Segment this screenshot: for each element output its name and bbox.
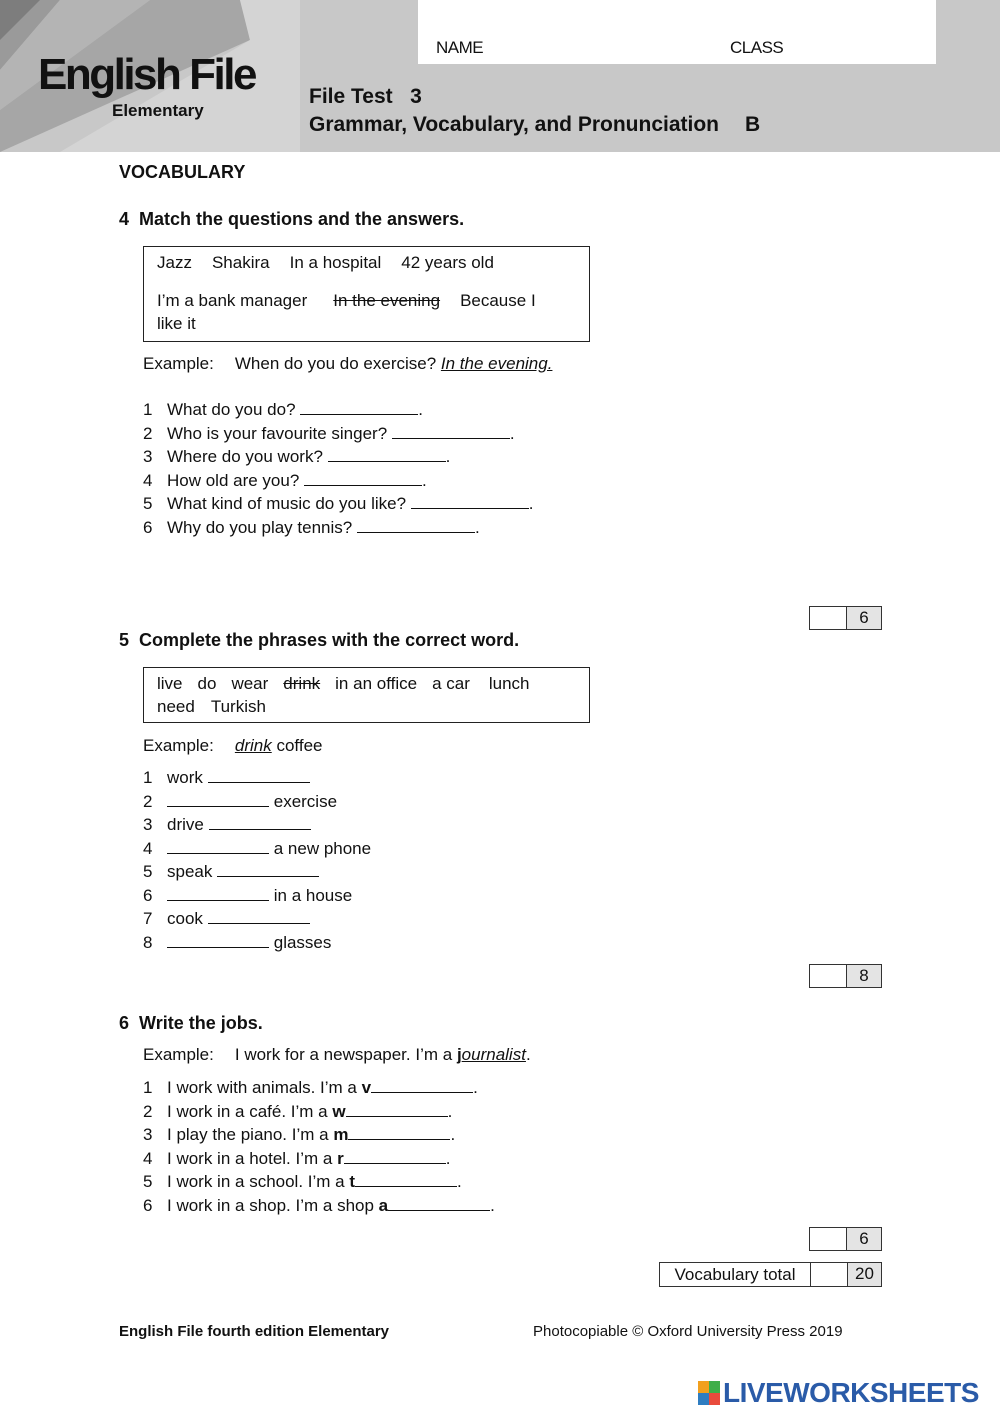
ex5-phrase-item: [143, 884, 371, 908]
ex5-box-word: do: [197, 674, 217, 693]
ex4-question-text: Who is your favourite singer?: [167, 423, 388, 443]
ex5-box-word: in an office: [335, 674, 418, 693]
ex4-example-question: When do you do exercise?: [234, 354, 437, 373]
ex4-question-text: Where do you work?: [167, 447, 323, 466]
ex4-question-list: [143, 398, 534, 539]
class-label: CLASS: [730, 38, 784, 57]
answer-blank[interactable]: [217, 861, 319, 877]
ex4-instruction: Match the questions and the answers.: [139, 209, 465, 229]
ex5-phrase-item: [143, 931, 371, 955]
answer-blank[interactable]: [167, 838, 269, 854]
ex5-phrase-item: [143, 860, 371, 884]
test-title: File Test 3: [309, 85, 422, 108]
ex6-score-max: 6: [847, 1228, 881, 1250]
ex4-heading: [119, 209, 464, 230]
ex5-box-word: live: [157, 674, 183, 693]
ex6-score-input[interactable]: [810, 1228, 847, 1250]
test-subtitle: [309, 113, 760, 137]
ex6-job-text: I play the piano. I’m a: [167, 1125, 329, 1144]
ex4-score-max: 6: [847, 607, 881, 629]
ex5-phrase-word: cook: [167, 909, 203, 928]
ex4-question-text: Why do you play tennis?: [167, 517, 353, 537]
answer-blank[interactable]: [300, 399, 418, 415]
ex5-box-word: need: [157, 697, 195, 716]
answer-blank[interactable]: [209, 814, 311, 830]
ex5-box-word: wear: [231, 674, 269, 693]
answer-blank[interactable]: [357, 517, 475, 533]
ex4-question-item: 5 What kind of music do you like? .: [143, 492, 534, 516]
ex4-box-word: Shakira: [211, 253, 270, 272]
footer-right: Photocopiable © Oxford University Press 2019: [533, 1323, 843, 1340]
ex5-heading: [119, 630, 519, 651]
ex6-first-letter: w: [332, 1101, 346, 1121]
ex6-first-letter: a: [378, 1195, 389, 1215]
answer-blank[interactable]: [355, 1171, 457, 1187]
liveworksheets-text: LIVEWORKSHEETS: [723, 1377, 979, 1408]
ex5-box-crossed-word: drink: [283, 674, 321, 693]
item-number: 7: [143, 909, 153, 928]
ex5-score-box: [809, 964, 882, 988]
ex4-box-row3: like it: [157, 314, 196, 333]
answer-blank[interactable]: [304, 470, 422, 486]
ex6-first-letter: r: [337, 1148, 344, 1168]
answer-blank[interactable]: [346, 1101, 448, 1117]
ex5-score-input[interactable]: [810, 965, 847, 987]
liveworksheets-logo-icon: [698, 1381, 720, 1405]
ex6-job-item: 5 I work in a school. I’m a t .: [143, 1170, 495, 1194]
ex6-job-text: I work in a shop. I’m a shop: [167, 1195, 374, 1215]
ex4-example-answer: In the evening.: [440, 354, 553, 373]
ex6-job-item: 4 I work in a hotel. I’m a r .: [143, 1147, 495, 1171]
ex4-question-item: 2 Who is your favourite singer? .: [143, 422, 534, 446]
vocabulary-total-box: [659, 1262, 882, 1287]
example-label: Example:: [143, 1045, 214, 1064]
ex6-instruction: Write the jobs.: [139, 1013, 263, 1033]
example-label: Example:: [143, 736, 214, 755]
ex5-phrase-item: [143, 790, 371, 814]
ex6-job-item: 1 I work with animals. I’m a v .: [143, 1076, 495, 1100]
ex4-score-input[interactable]: [810, 607, 847, 629]
test-subtitle-text: Grammar, Vocabulary, and Pronunciation: [309, 113, 719, 136]
ex6-number: 6: [119, 1013, 130, 1033]
item-number: 1: [143, 400, 153, 419]
ex4-question-text: What do you do?: [167, 400, 296, 419]
ex4-box-word: I’m a bank manager: [157, 291, 308, 310]
ex6-example-answer: ournalist: [461, 1045, 526, 1064]
ex5-phrase-item: [143, 907, 371, 931]
ex5-phrase-list: [143, 766, 371, 954]
ex4-box-word: Because I: [460, 291, 536, 310]
ex6-example: Example: I work for a newspaper. I’m a journalist.: [143, 1045, 531, 1064]
answer-blank[interactable]: [208, 767, 310, 783]
answer-blank[interactable]: [348, 1124, 450, 1140]
item-number: 1: [143, 768, 153, 787]
answer-blank[interactable]: [344, 1148, 446, 1164]
name-label: NAME: [436, 38, 484, 57]
ex4-number: 4: [119, 209, 130, 229]
ex6-first-letter: t: [349, 1172, 356, 1191]
ex5-example-word: drink: [234, 736, 272, 755]
ex4-word-box: [143, 246, 590, 342]
vocabulary-total-label: Vocabulary total: [660, 1263, 811, 1286]
ex6-heading: [119, 1013, 263, 1034]
ex6-job-item: 3 I play the piano. I’m a m .: [143, 1123, 495, 1147]
answer-blank[interactable]: [167, 932, 269, 948]
ex4-box-word: In a hospital: [289, 253, 382, 272]
ex4-box-row2: [157, 291, 536, 311]
example-label: Example:: [143, 354, 214, 373]
ex5-score-max: 8: [847, 965, 881, 987]
ex5-instruction: Complete the phrases with the correct word.: [139, 630, 520, 650]
ex6-first-letter: m: [333, 1125, 349, 1144]
ex4-question-text: What kind of music do you like?: [167, 494, 407, 513]
ex5-box-row1: [157, 674, 530, 694]
answer-blank[interactable]: [208, 908, 310, 924]
ex5-example: [143, 736, 322, 756]
answer-blank[interactable]: [411, 493, 529, 509]
ex6-job-text: I work in a hotel. I’m a: [167, 1148, 333, 1168]
ex6-job-item: 6 I work in a shop. I’m a shop a .: [143, 1194, 495, 1218]
section-title: VOCABULARY: [119, 162, 246, 182]
ex4-box-word: Jazz: [157, 253, 192, 272]
ex6-job-item: 2 I work in a café. I’m a w .: [143, 1100, 495, 1124]
ex5-phrase-item: [143, 837, 371, 861]
ex6-job-text: I work with animals. I’m a: [167, 1078, 357, 1097]
ex5-example-rest: coffee: [276, 736, 323, 755]
ex5-phrase-word: exercise: [273, 791, 338, 811]
ex6-score-box: [809, 1227, 882, 1251]
ex5-phrase-word: drive: [167, 815, 204, 834]
item-number: 5: [143, 494, 153, 513]
ex5-phrase-word: work: [167, 768, 203, 787]
item-number: 3: [143, 447, 153, 466]
ex5-box-word: a car: [432, 674, 470, 693]
answer-blank[interactable]: [371, 1077, 473, 1093]
ex4-box-crossed-word: In the evening: [333, 291, 441, 310]
vocabulary-total-input[interactable]: [811, 1263, 848, 1286]
ex4-question-text: How old are you?: [167, 470, 300, 490]
item-number: 6: [143, 517, 153, 537]
ex4-example: [143, 354, 552, 374]
answer-blank[interactable]: [388, 1195, 490, 1211]
ex4-box-word: 42 years old: [401, 253, 494, 272]
vocabulary-total-max: 20: [848, 1263, 881, 1286]
ex5-phrase-word: speak: [167, 862, 213, 881]
item-number: 4: [143, 1148, 153, 1168]
item-number: 2: [143, 791, 153, 811]
logo-subtitle: Elementary: [112, 101, 204, 120]
ex5-phrase-word: a new phone: [273, 838, 372, 858]
item-number: 3: [143, 815, 153, 834]
ex5-phrase-item: [143, 813, 371, 837]
item-number: 6: [143, 885, 153, 905]
answer-blank[interactable]: [167, 791, 269, 807]
liveworksheets-watermark: [698, 1378, 979, 1408]
name-class-box: [418, 0, 936, 64]
ex5-box-row2: [157, 697, 266, 717]
ex4-score-box: [809, 606, 882, 630]
item-number: 6: [143, 1195, 153, 1215]
ex5-box-word: lunch: [488, 674, 530, 693]
item-number: 1: [143, 1078, 153, 1097]
item-number: 5: [143, 862, 153, 881]
test-version: B: [745, 113, 761, 136]
ex6-job-text: I work in a school. I’m a: [167, 1172, 345, 1191]
ex4-box-row1: [157, 253, 494, 273]
footer-left: English File fourth edition Elementary: [119, 1323, 390, 1340]
item-number: 2: [143, 1101, 153, 1121]
ex4-question-item: 6 Why do you play tennis? .: [143, 516, 534, 540]
item-number: 5: [143, 1172, 153, 1191]
ex5-phrase-item: [143, 766, 371, 790]
ex4-question-item: 4 How old are you? .: [143, 469, 534, 493]
ex6-first-letter: v: [361, 1078, 372, 1097]
ex4-question-item: 3 Where do you work? .: [143, 445, 534, 469]
ex6-example-letter: j: [456, 1045, 462, 1064]
ex6-job-list: [143, 1076, 495, 1217]
item-number: 4: [143, 470, 153, 490]
ex5-phrase-word: glasses: [273, 932, 332, 952]
logo-title: English File: [38, 50, 255, 99]
ex5-number: 5: [119, 630, 130, 650]
item-number: 2: [143, 423, 153, 443]
ex4-question-item: 1 What do you do? .: [143, 398, 534, 422]
ex6-example-text: I work for a newspaper. I’m a: [234, 1045, 453, 1064]
answer-blank[interactable]: [328, 446, 446, 462]
answer-blank[interactable]: [167, 885, 269, 901]
answer-blank[interactable]: [392, 423, 510, 439]
item-number: 3: [143, 1125, 153, 1144]
item-number: 8: [143, 932, 153, 952]
ex5-box-word: Turkish: [210, 697, 266, 716]
ex6-job-text: I work in a café. I’m a: [167, 1101, 328, 1121]
ex5-phrase-word: in a house: [273, 885, 353, 905]
item-number: 4: [143, 838, 153, 858]
ex5-word-box: [143, 667, 590, 723]
